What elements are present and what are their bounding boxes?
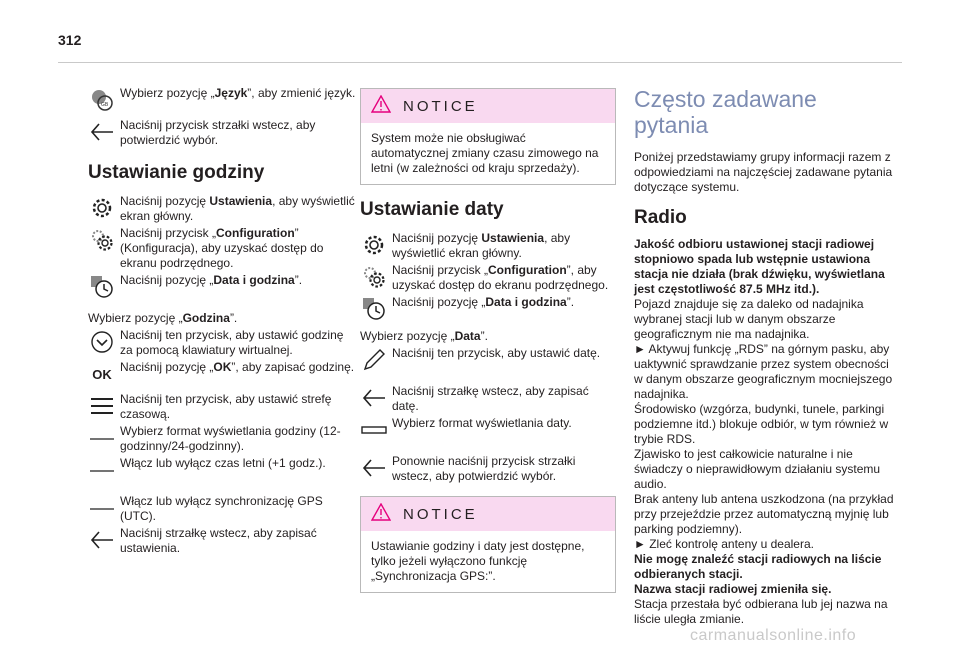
time-heading: Ustawianie godziny	[88, 162, 265, 183]
svg-text:GB: GB	[101, 102, 109, 108]
list-icon	[88, 392, 116, 420]
notice-title: NOTICE	[403, 505, 478, 523]
clock-calendar-icon	[360, 295, 388, 323]
date-step-5: Naciśnij ten przycisk, aby ustawić datę.	[360, 346, 616, 376]
faq-answer: ► Aktywuj funkcję „RDS” na górnym pasku, aby uaktywnić sprawdzanie przez system obecności w danym obszarze geograficznym mocniejszego nadajnika.	[634, 342, 893, 401]
time-step-6: OK Naciśnij pozycję „OK”, aby zapisać godzinę.	[88, 360, 358, 390]
notice-box-1	[360, 88, 616, 185]
step-language: GB Wybierz pozycję „Język”, aby zmienić język.	[88, 86, 358, 116]
column-date	[360, 86, 616, 607]
flag-globe-icon	[88, 86, 116, 114]
notice-header	[361, 89, 615, 123]
ok-label: OK	[92, 366, 112, 382]
pencil-icon	[360, 346, 388, 374]
warning-triangle-icon	[371, 95, 391, 117]
back-arrow-icon	[88, 526, 116, 554]
notice-header	[361, 497, 615, 531]
chevron-down-icon	[88, 328, 116, 356]
faq-answer: ► Zleć kontrolę anteny u dealera.	[634, 537, 814, 551]
column-faq	[634, 86, 896, 627]
toggle-line-icon	[88, 424, 116, 452]
back-arrow-icon	[360, 454, 388, 482]
notice-body: System może nie obsługiwać automatycznej zmiany czasu zimowego na letni (w zależności od kraju sprzedaży).	[371, 131, 599, 175]
time-step-9: Włącz lub wyłącz czas letni (+1 godz.).	[88, 456, 358, 486]
faq-question: Jakość odbioru ustawionej stacji radiowej stopniowo spada lub wstępnie ustawiona stacja nie działa (brak dźwięku, wyświetlana jest częstotliwość 87.5 MHz itd.).	[634, 237, 885, 296]
time-step-8: Wybierz format wyświetlania godziny (12-godzinny/24-godzinny).	[88, 424, 358, 454]
time-step-10: Włącz lub wyłącz synchronizację GPS (UTC).	[88, 494, 358, 524]
step-back-confirm: Naciśnij przycisk strzałki wstecz, aby potwierdzić wybór.	[88, 118, 358, 148]
double-gear-icon	[88, 226, 116, 254]
date-step-3: Naciśnij pozycję „Data i godzina”.	[360, 295, 616, 325]
gear-icon	[88, 194, 116, 222]
double-gear-icon	[360, 263, 388, 291]
faq-answer: Brak anteny lub antena uszkodzona (na przykład przy przejeździe przez automatyczną myjnię lub parking podziemny).	[634, 492, 894, 536]
toggle-line-icon	[88, 456, 116, 484]
faq-question: Nazwa stacji radiowej zmieniła się.	[634, 582, 832, 596]
watermark: carmanualsonline.info	[690, 627, 857, 644]
faq-intro: Poniżej przedstawiamy grupy informacji razem z odpowiedziami na najczęściej zadawane pytania dotyczące systemu.	[634, 150, 893, 194]
date-step-4: Wybierz pozycję „Data”.	[360, 329, 488, 343]
time-step-2: Naciśnij przycisk „Configuration” (Konfiguracja), aby uzyskać dostęp do ekranu podrzędnego.	[88, 226, 358, 271]
time-step-1: Naciśnij pozycję Ustawienia, aby wyświetlić ekran główny.	[88, 194, 358, 224]
date-step-6: Naciśnij strzałkę wstecz, aby zapisać datę.	[360, 384, 616, 414]
date-heading: Ustawianie daty	[360, 199, 504, 220]
date-step-1: Naciśnij pozycję Ustawienia, aby wyświetlić ekran główny.	[360, 231, 616, 261]
page-number: 312	[58, 32, 82, 48]
notice-box-2	[360, 496, 616, 593]
time-step-11: Naciśnij strzałkę wstecz, aby zapisać ustawienia.	[88, 526, 358, 556]
time-step-3: Naciśnij pozycję „Data i godzina”.	[88, 273, 358, 303]
back-arrow-icon	[360, 384, 388, 412]
back-arrow-icon	[88, 118, 116, 146]
time-step-4: Wybierz pozycję „Godzina”.	[88, 311, 238, 325]
notice-title: NOTICE	[403, 97, 478, 115]
column-time	[88, 86, 358, 558]
time-step-7: Naciśnij ten przycisk, aby ustawić strefę czasową.	[88, 392, 358, 422]
date-step-2: Naciśnij przycisk „Configuration”, aby uzyskać dostęp do ekranu podrzędnego.	[360, 263, 616, 293]
faq-answer: Stacja przestała być odbierana lub jej nazwa na liście uległa zmianie.	[634, 597, 888, 626]
faq-heading: Często zadawane pytania	[634, 86, 817, 138]
warning-triangle-icon	[371, 503, 391, 525]
header-divider	[58, 62, 902, 63]
faq-answer: Zjawisko to jest całkowicie naturalne i nie świadczy o nieprawidłowym działaniu systemu audio.	[634, 447, 881, 491]
clock-calendar-icon	[88, 273, 116, 301]
date-step-8: Ponownie naciśnij przycisk strzałki wstecz, aby potwierdzić wybór.	[360, 454, 616, 484]
faq-question: Nie mogę znaleźć stacji radiowych na liście odbieranych stacji.	[634, 552, 882, 581]
date-step-7: Wybierz format wyświetlania daty.	[360, 416, 616, 446]
faq-answer: Środowisko (wzgórza, budynki, tunele, parkingi podziemne itd.) blokuje odbiór, w tym również w trybie RDS.	[634, 402, 889, 446]
notice-body: Ustawianie godziny i daty jest dostępne, tylko jeżeli wyłączono funkcję „Synchronizacja GPS:”.	[371, 539, 585, 583]
time-step-5: Naciśnij ten przycisk, aby ustawić godzinę za pomocą klawiatury wirtualnej.	[88, 328, 358, 358]
toggle-line-icon	[88, 494, 116, 522]
gear-icon	[360, 231, 388, 259]
radio-heading: Radio	[634, 207, 687, 228]
faq-answer: Pojazd znajduje się za daleko od nadajnika wybranej stacji lub w danym obszarze geograficznym nie ma nadajnika.	[634, 297, 864, 341]
rectangle-icon	[360, 416, 388, 444]
